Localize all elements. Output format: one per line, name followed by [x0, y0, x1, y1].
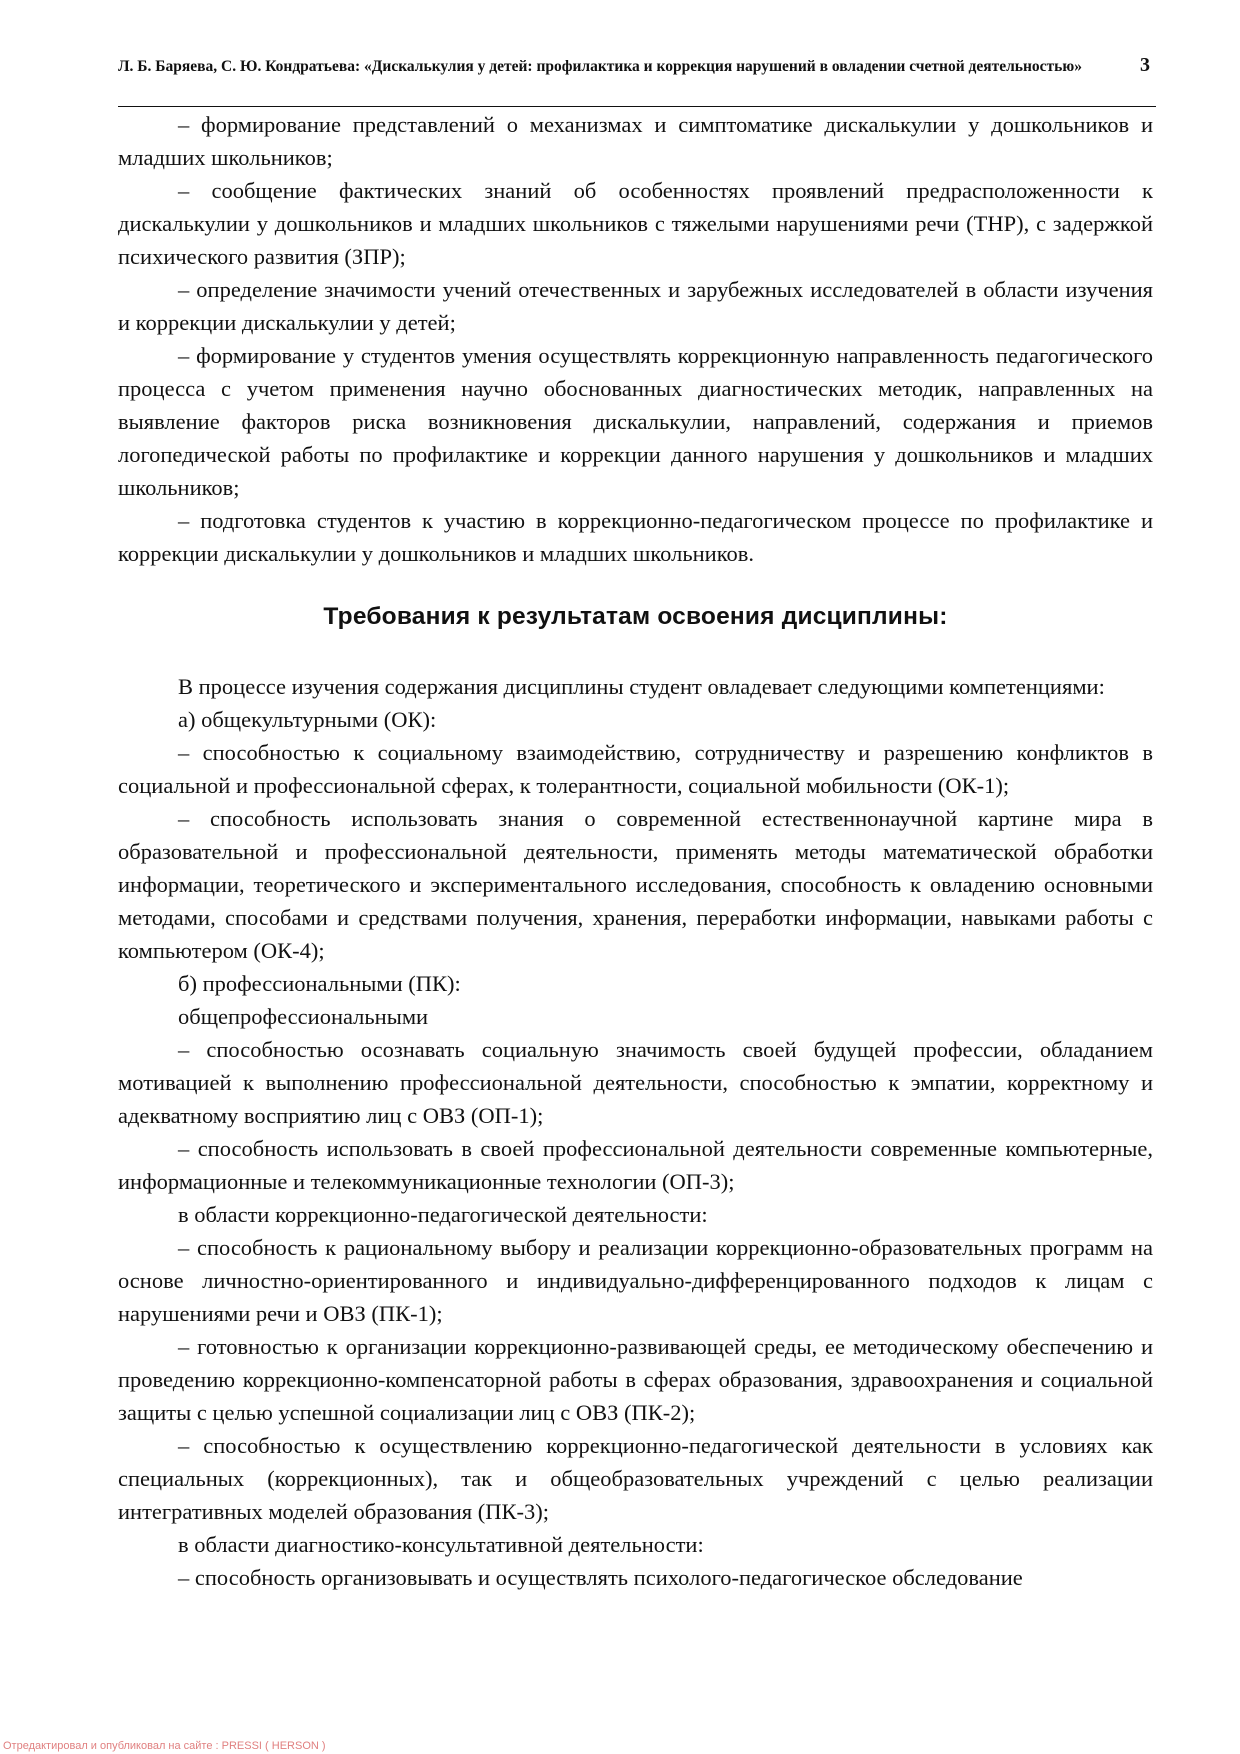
competence-item: – способность организовывать и осуществлять психолого-педагогическое обследование — [178, 1565, 1023, 1590]
page-number: 3 — [1140, 54, 1150, 76]
competence-group-heading: б) профессиональными (ПК): — [178, 971, 461, 996]
section-title: Требования к результатам освоения дисциплины: — [323, 603, 948, 630]
goal-paragraph: – формирование у студентов умения осуществлять коррекционную направленность педагогического процесса с учетом применения научно обоснованных диагностических методик, направленных на выявление факторов риска возникновения дискалькулии, направлений, содержания и приемов логопедической работы по профилактике и коррекции данного нарушения у дошкольников и младших школьников; — [118, 343, 1153, 500]
running-head: Л. Б. Баряева, С. Ю. Кондратьева: «Дискалькулия у детей: профилактика и коррекция нарушений в овладении счетной деятельностью» — [118, 58, 1082, 75]
competence-subgroup-heading: в области коррекционно-педагогической деятельности: — [178, 1202, 708, 1227]
competence-item: – способностью осознавать социальную значимость своей будущей профессии, обладанием мотивацией к выполнению профессиональной деятельности, способностью к эмпатии, корректному и адекватному восприятию лиц с ОВЗ (ОП-1); — [118, 1037, 1153, 1128]
competence-item: – способность к рациональному выбору и реализации коррекционно-образовательных программ на основе личностно-ориентированного и индивидуально-дифференцированного подходов к лицам с нарушениями речи и ОВЗ (ПК-1); — [118, 1235, 1153, 1326]
header-rule — [118, 106, 1156, 107]
competence-group-heading: а) общекультурными (ОК): — [178, 707, 437, 732]
page-body — [118, 108, 1153, 1594]
competence-item: – способность использовать знания о современной естественнонаучной картине мира в образовательной и профессиональной деятельности, применять методы математической обработки информации, теоретического и экспериментального исследования, способность к овладению основными методами, способами и средствами получения, хранения, переработки информации, навыками работы с компьютером (ОК-4); — [118, 806, 1153, 963]
requirements-intro: В процессе изучения содержания дисциплины студент овладевает следующими компетенциями: — [178, 674, 1105, 699]
goal-paragraph: – сообщение фактических знаний об особенностях проявлений предрасположенности к дискалькулии у дошкольников и младших школьников с тяжелыми нарушениями речи (ТНР), с задержкой психического развития (ЗПР); — [118, 178, 1153, 269]
goal-paragraph: – формирование представлений о механизмах и симптоматике дискалькулии у дошкольников и младших школьников; — [118, 112, 1153, 170]
publisher-watermark: Отредактировал и опубликовал на сайте : PRESSI ( HERSON ) — [3, 1740, 326, 1752]
goal-paragraph: – определение значимости учений отечественных и зарубежных исследователей в области изучения и коррекции дискалькулии у детей; — [118, 277, 1153, 335]
competence-item: – готовностью к организации коррекционно-развивающей среды, ее методическому обеспечению и проведению коррекционно-компенсаторной работы в сферах образования, здравоохранения и социальной защиты с целью успешной социализации лиц с ОВЗ (ПК-2); — [118, 1334, 1153, 1425]
competence-item: – способность использовать в своей профессиональной деятельности современные компьютерные, информационные и телекоммуникационные технологии (ОП-3); — [118, 1136, 1153, 1194]
competence-item: – способностью к осуществлению коррекционно-педагогической деятельности в условиях как специальных (коррекционных), так и общеобразовательных учреждений с целью реализации интегративных моделей образования (ПК-3); — [118, 1433, 1153, 1524]
competence-subgroup-heading: в области диагностико-консультативной деятельности: — [178, 1532, 704, 1557]
goal-paragraph: – подготовка студентов к участию в коррекционно-педагогическом процессе по профилактике и коррекции дискалькулии у дошкольников и младших школьников. — [118, 508, 1153, 566]
competence-subgroup-heading: общепрофессиональными — [178, 1004, 429, 1029]
competence-item: – способностью к социальному взаимодействию, сотрудничеству и разрешению конфликтов в социальной и профессиональной сферах, к толерантности, социальной мобильности (ОК-1); — [118, 740, 1153, 798]
